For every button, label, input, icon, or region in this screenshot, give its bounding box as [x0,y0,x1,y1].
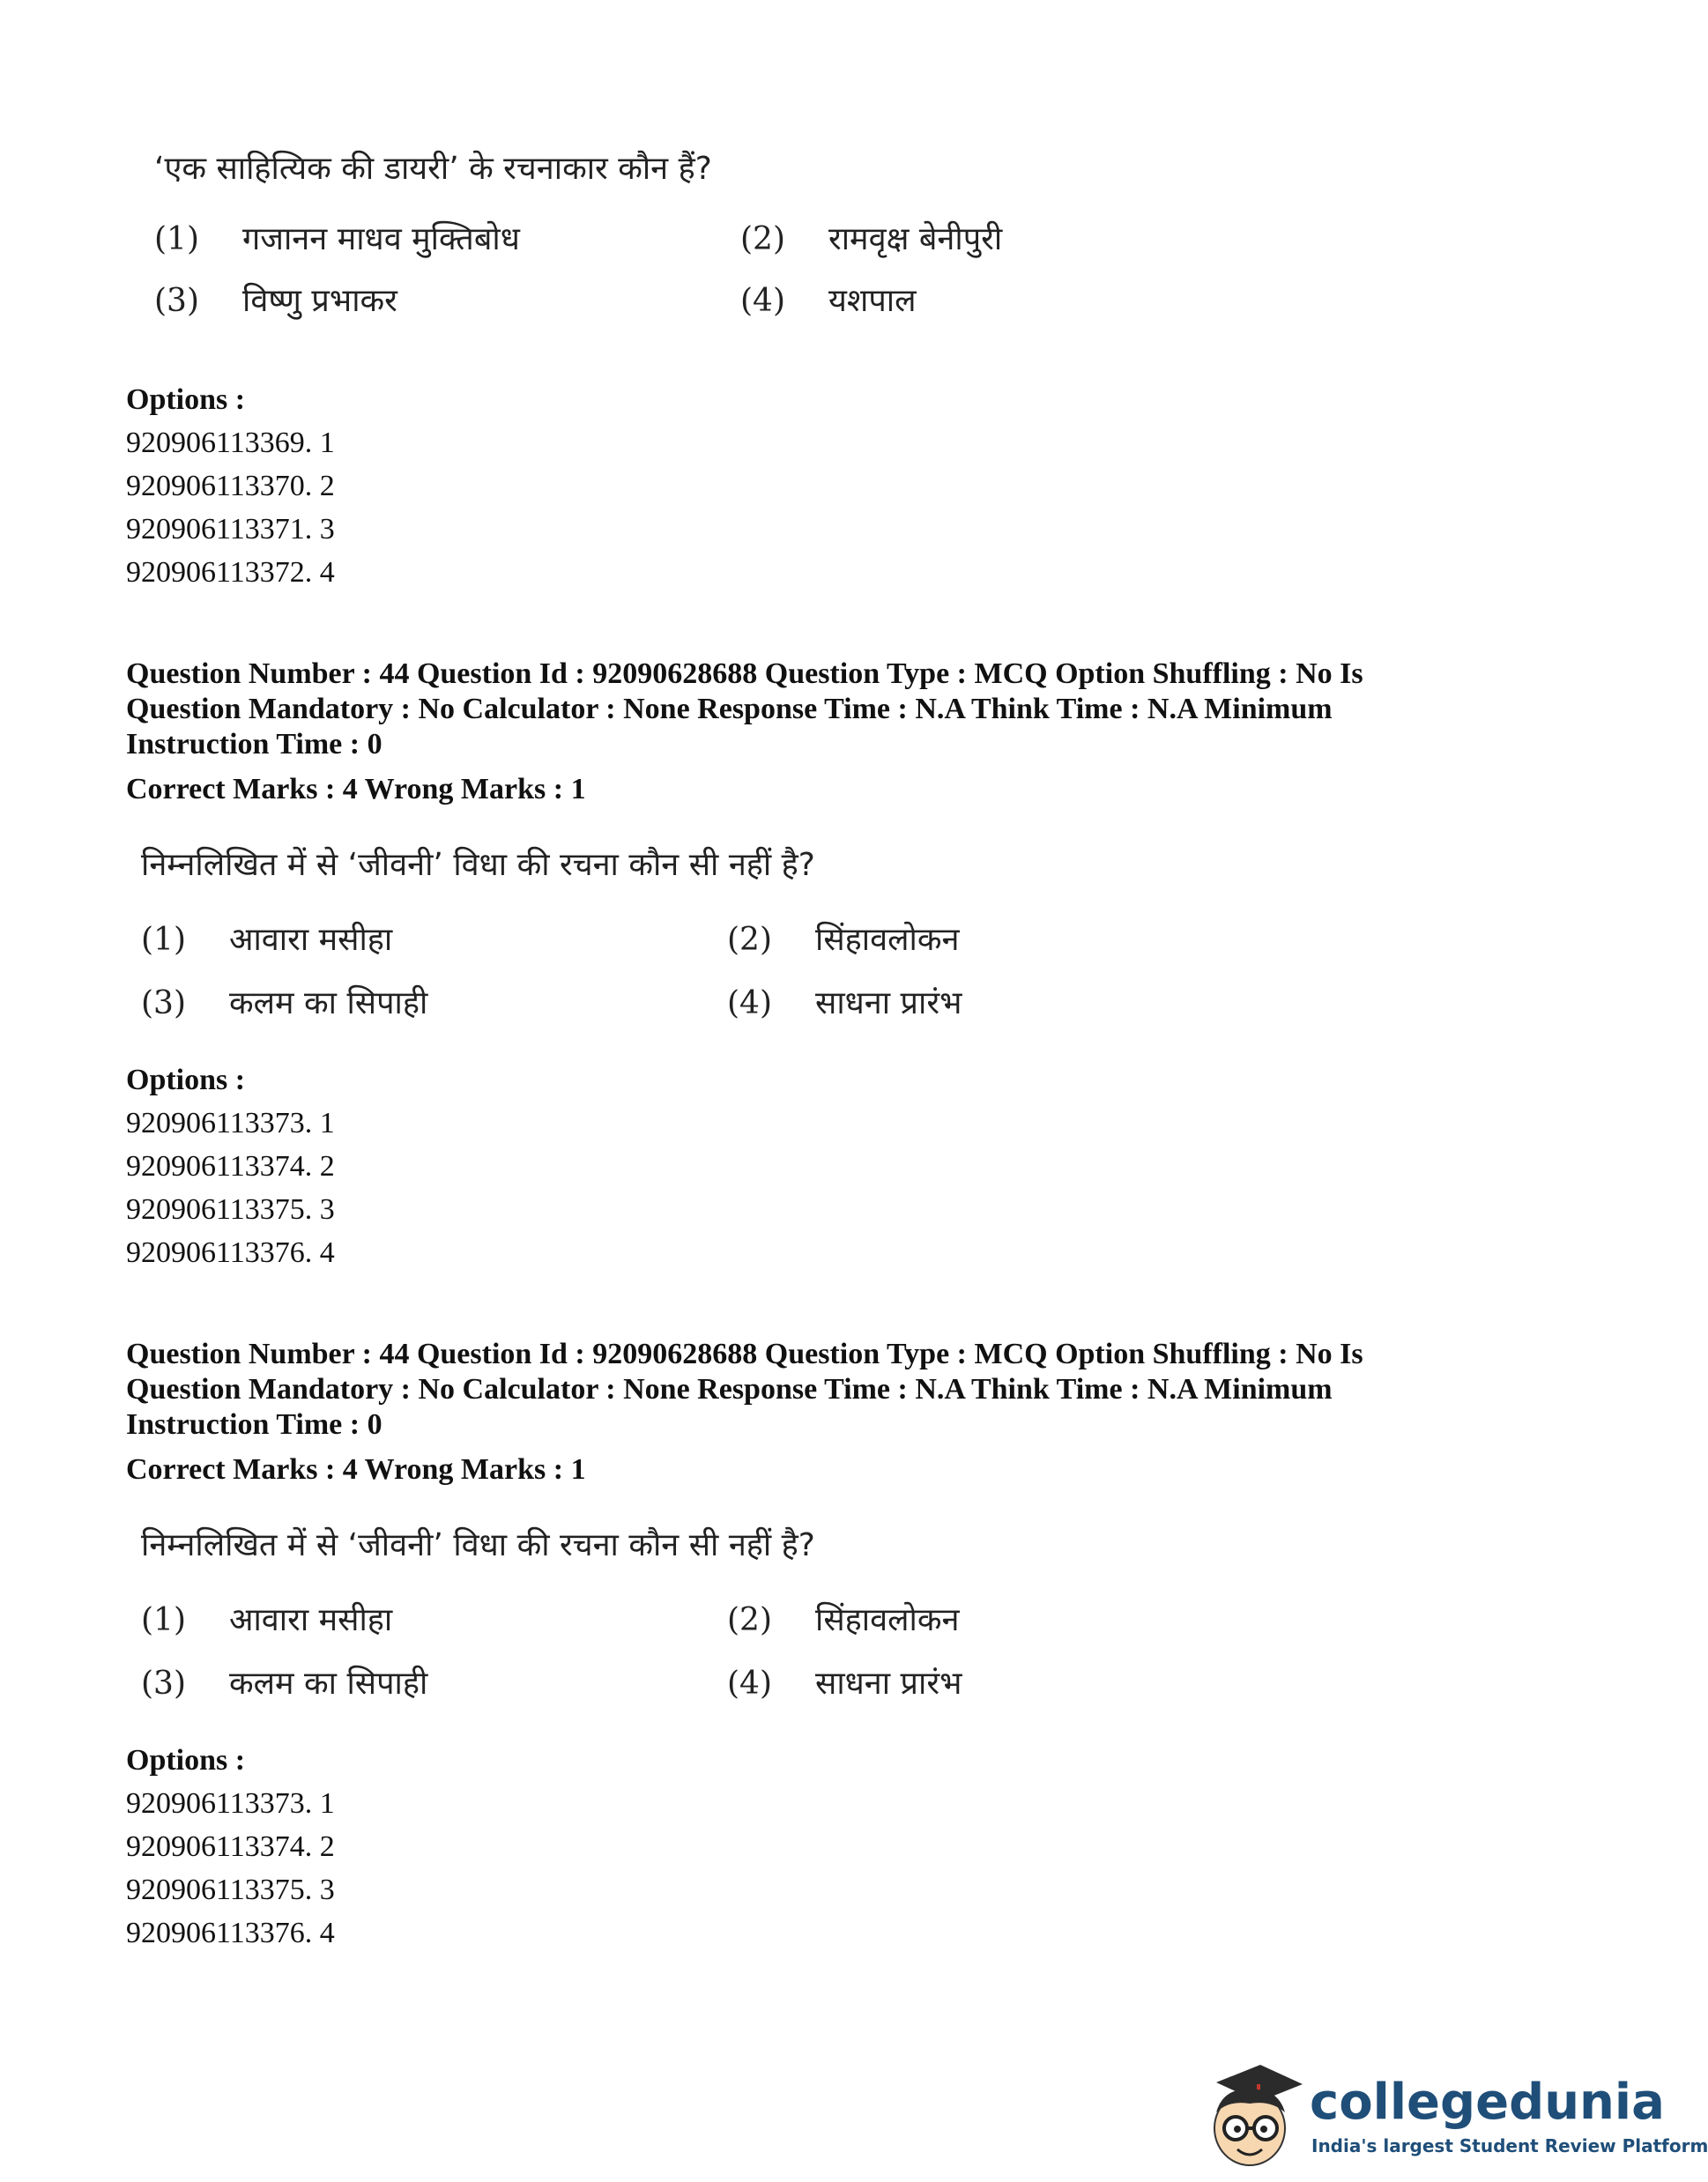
question-2-marks: Correct Marks : 4 Wrong Marks : 1 [126,773,586,805]
choice-text: साधना प्रारंभ [815,985,962,1021]
question-1-text: ‘एक साहित्यिक की डायरी’ के रचनाकार कौन हैं? [154,151,712,187]
question-3-option-id-4: 920906113376. 4 [126,1917,335,1949]
meta-line: Question Number : 44 Question Id : 92090628688 Question Type : MCQ Option Shuffling : No Is [126,657,1363,690]
collegedunia-logo [1199,2058,1708,2172]
meta-line: Question Mandatory : No Calculator : None Response Time : N.A Think Time : N.A Minimum [126,1373,1333,1406]
choice-text: कलम का सिपाही [229,1666,428,1702]
question-3-text: निम्नलिखित में से ‘जीवनी’ विधा की रचना कौन सी नहीं है? [141,1527,815,1563]
choice-text: यशपाल [828,283,917,319]
question-1-option-id-3: 920906113371. 3 [126,513,335,546]
logo-tagline: India's largest Student Review Platform [1311,2135,1708,2156]
question-3-option-id-2: 920906113374. 2 [126,1830,335,1863]
choice-text: कलम का सिपाही [229,985,428,1021]
question-2-meta [126,657,1501,762]
choice-text: सिंहावलोकन [815,922,960,958]
choice-number: (2) [727,922,772,958]
question-2-choice-2 [727,917,959,960]
choice-text: रामवृक्ष बेनीपुरी [828,221,1003,257]
question-3-choice-2 [727,1597,959,1640]
question-1-choice-2 [740,216,1002,259]
meta-line: Question Mandatory : No Calculator : None Response Time : N.A Think Time : N.A Minimum [126,693,1333,725]
choice-number: (3) [141,985,186,1021]
question-3-option-id-1: 920906113373. 1 [126,1787,335,1820]
question-1-option-id-1: 920906113369. 1 [126,427,335,459]
question-2-choice-3 [141,980,427,1023]
question-1-choice-1 [154,216,520,259]
choice-text: साधना प्रारंभ [815,1666,962,1702]
choice-text: आवारा मसीहा [229,922,393,958]
question-2-choice-1 [141,917,392,960]
choice-text: गजानन माधव मुक्तिबोध [242,221,520,257]
choice-number: (1) [141,922,186,958]
choice-text: आवारा मसीहा [229,1602,393,1638]
question-1-option-id-2: 920906113370. 2 [126,470,335,502]
choice-number: (1) [141,1602,186,1638]
meta-line: Question Number : 44 Question Id : 92090628688 Question Type : MCQ Option Shuffling : No Is [126,1338,1363,1370]
mascot-icon [1199,2058,1304,2172]
choice-text: विष्णु प्रभाकर [242,283,397,319]
question-2-options-heading: Options : [126,1064,246,1096]
question-2-option-id-1: 920906113373. 1 [126,1107,335,1139]
question-3-choice-3 [141,1660,427,1703]
choice-number: (4) [727,985,772,1021]
question-3-choice-1 [141,1597,392,1640]
choice-number: (4) [740,283,785,319]
question-2-text: निम्नलिखित में से ‘जीवनी’ विधा की रचना कौन सी नहीं है? [141,847,815,883]
choice-text: सिंहावलोकन [815,1602,960,1638]
question-3-option-id-3: 920906113375. 3 [126,1874,335,1906]
choice-number: (3) [154,283,199,319]
meta-line: Instruction Time : 0 [126,1408,382,1441]
question-2-choice-4 [727,980,962,1023]
meta-line: Instruction Time : 0 [126,728,382,761]
question-1-options-heading: Options : [126,383,246,416]
question-1-option-id-4: 920906113372. 4 [126,556,335,589]
choice-number: (2) [740,221,785,257]
choice-number: (2) [727,1602,772,1638]
question-3-options-heading: Options : [126,1744,246,1777]
choice-number: (3) [141,1666,186,1702]
logo-brand-text: collegedunia [1310,2074,1665,2131]
question-1-choice-4 [740,278,917,321]
question-2-option-id-3: 920906113375. 3 [126,1193,335,1226]
question-1-choice-3 [154,278,397,321]
question-3-marks: Correct Marks : 4 Wrong Marks : 1 [126,1453,586,1486]
choice-number: (1) [154,221,199,257]
choice-number: (4) [727,1666,772,1702]
question-3-meta [126,1337,1501,1443]
question-3-choice-4 [727,1660,962,1703]
question-2-option-id-4: 920906113376. 4 [126,1236,335,1269]
question-2-option-id-2: 920906113374. 2 [126,1150,335,1183]
